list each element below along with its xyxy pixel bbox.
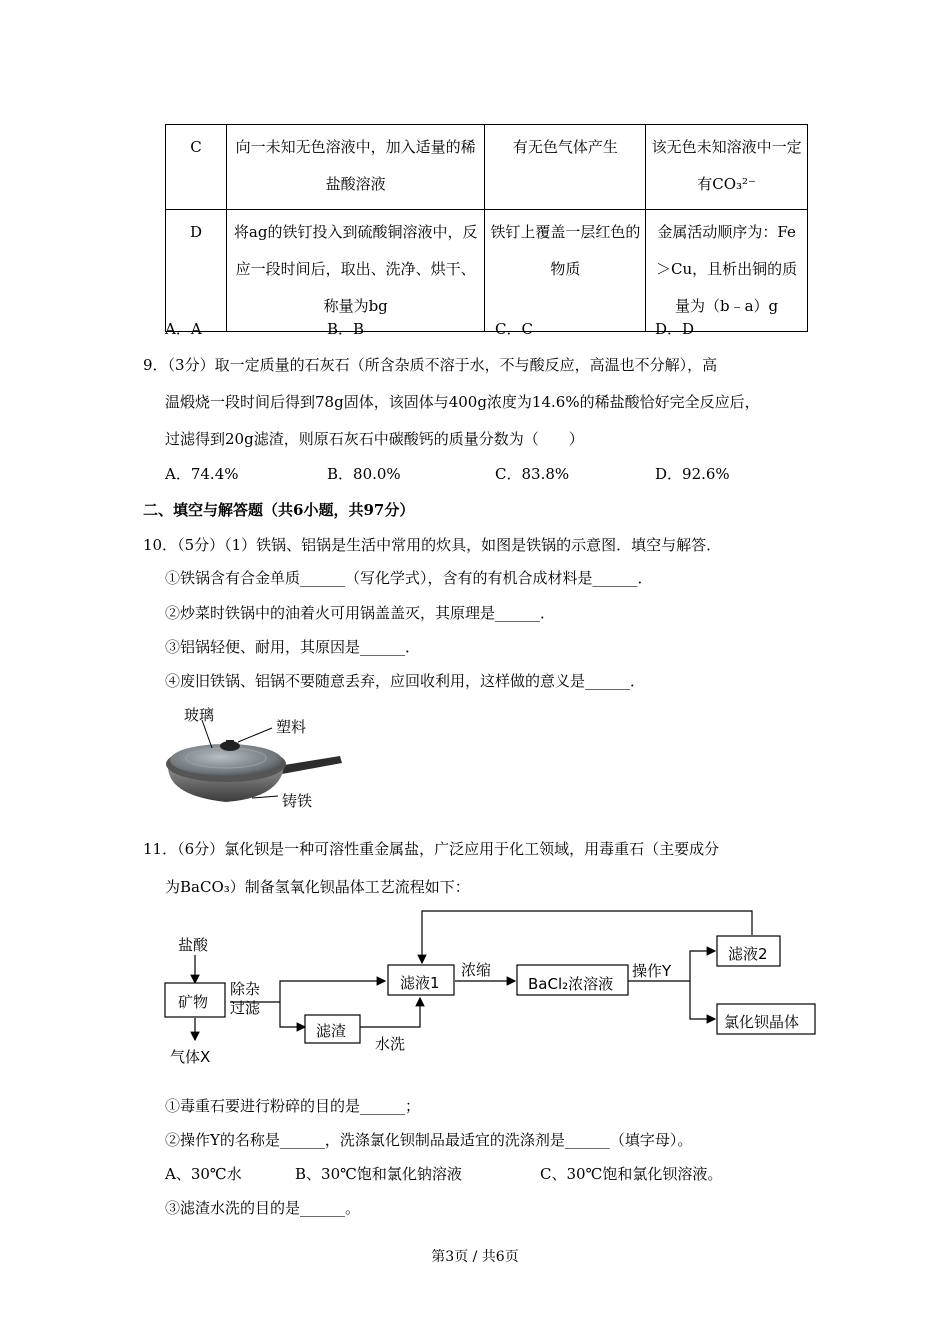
phenomenon-cell: 有无色气体产生: [485, 125, 646, 210]
q10-intro: 10．（5分）（1）铁锅、铝锅是生活中常用的炊具，如图是铁锅的示意图．填空与解答．: [143, 536, 722, 554]
q8-option-d: D．D: [655, 320, 695, 338]
q10-item-4: ④废旧铁锅、铝锅不要随意丢弃，应回收利用，这样做的意义是______．: [165, 672, 646, 690]
flow-wash: 水洗: [375, 1035, 406, 1053]
flow-filtrate-1: 滤液1: [400, 974, 440, 992]
experiment-table: [165, 124, 808, 332]
q11-line2: 为BaCO₃）制备氢氧化钡晶体工艺流程如下：: [165, 878, 470, 896]
flow-bacl2-solution: BaCl₂浓溶液: [528, 975, 614, 993]
q11-item-3: ③滤渣水洗的目的是______。: [165, 1199, 361, 1217]
q10-item-3: ③铝锅轻便、耐用，其原因是______．: [165, 638, 421, 656]
conclusion-cell: 金属活动顺序为：Fe＞Cu，且析出铜的质量为（b﹣a）g: [646, 210, 808, 332]
q9-line2: 温煅烧一段时间后得到78g固体，该固体与400g浓度为14.6%的稀盐酸恰好完全反应后，: [165, 393, 760, 411]
q10-item-1: ①铁锅含有合金单质______（写化学式），含有的有机合成材料是______．: [165, 569, 653, 587]
q9-option-d: D．92.6%: [655, 465, 730, 483]
table-row: [166, 125, 808, 210]
q11-line1: 11．（6分）氯化钡是一种可溶性重金属盐，广泛应用于化工领域，用毒重石（主要成分: [143, 840, 720, 858]
q11-option-c: C、30℃饱和氯化钡溶液。: [540, 1165, 723, 1183]
q10-item-2: ②炒菜时铁锅中的油着火可用锅盖盖灭，其原理是______．: [165, 604, 556, 622]
q9-line3: 过滤得到20g滤渣，则原石灰石中碳酸钙的质量分数为（ ）: [165, 430, 584, 448]
q8-option-a: A．A: [165, 320, 202, 338]
conclusion-cell: 该无色未知溶液中一定有CO₃²⁻: [646, 125, 808, 210]
q11-item-2: ②操作Y的名称是______，洗涤氯化钡制品最适宜的洗涤剂是______（填字母）。: [165, 1131, 693, 1149]
flow-acid: 盐酸: [178, 936, 209, 954]
row-label: D: [166, 210, 227, 332]
phenomenon-cell: 铁钉上覆盖一层红色的物质: [485, 210, 646, 332]
row-label: C: [166, 125, 227, 210]
q9-line1: 9．（3分）取一定质量的石灰石（所含杂质不溶于水，不与酸反应，高温也不分解），高: [143, 356, 718, 374]
page-footer: 第3页 / 共6页: [431, 1249, 519, 1265]
q8-option-c: C．C: [495, 320, 533, 338]
operation-cell: 向一未知无色溶液中，加入适量的稀盐酸溶液: [226, 125, 485, 210]
flow-operation-y: 操作Y: [632, 962, 672, 980]
q8-option-b: B．B: [327, 320, 365, 338]
q11-option-b: B、30℃饱和氯化钠溶液: [295, 1165, 462, 1183]
flow-ore: 矿物: [178, 993, 209, 1011]
q9-option-b: B．80.0%: [327, 465, 401, 483]
q9-option-a: A．74.4%: [165, 465, 239, 483]
flow-residue: 滤渣: [316, 1022, 347, 1040]
q9-option-c: C．83.8%: [495, 465, 570, 483]
flow-remove-filter: 除杂过滤: [230, 980, 261, 1017]
operation-cell: 将ag的铁钉投入到硫酸铜溶液中，反应一段时间后，取出、洗净、烘干、称量为bg: [226, 210, 485, 332]
flow-concentrate: 浓缩: [461, 961, 492, 979]
section-heading: 二、填空与解答题（共6小题，共97分）: [143, 501, 415, 519]
label-plastic: 塑料: [276, 718, 307, 736]
q11-item-1: ①毒重石要进行粉碎的目的是______；: [165, 1097, 421, 1115]
flow-crystal: 氯化钡晶体: [724, 1013, 800, 1031]
flow-filtrate-2: 滤液2: [728, 945, 768, 963]
label-glass: 玻璃: [184, 706, 215, 724]
label-cast-iron: 铸铁: [282, 792, 313, 810]
flow-gas-x: 气体X: [170, 1048, 211, 1066]
table-row: [166, 210, 808, 332]
q11-option-a: A、30℃水: [165, 1165, 242, 1183]
